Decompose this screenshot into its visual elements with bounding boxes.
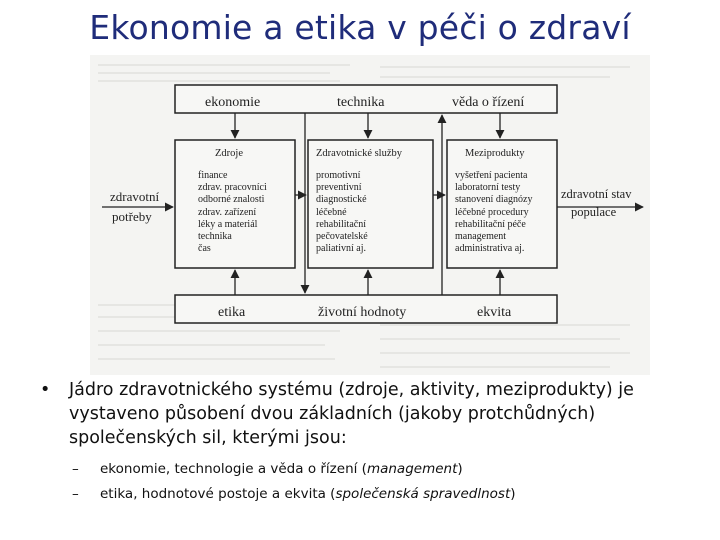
- zdroje-item: finance: [198, 170, 228, 181]
- sluzby-item: paliativní aj.: [316, 243, 366, 254]
- zdroje-item: čas: [198, 243, 211, 254]
- input-label-line2: potřeby: [112, 209, 152, 224]
- sluzby-item: rehabilitační: [316, 219, 366, 230]
- top-label-technika: technika: [337, 95, 385, 110]
- meziprodukty-item: administrativa aj.: [455, 243, 525, 254]
- dash-icon: –: [72, 461, 79, 477]
- sluzby-item: diagnostické: [316, 194, 367, 205]
- zdroje-item: technika: [198, 231, 232, 242]
- bullet-main-text: Jádro zdravotnického systému (zdroje, aktivity, meziprodukty) je vystaveno působení dvou základních (jakoby protchůdných) společenských sil, kterými jsou:: [69, 380, 634, 448]
- sub-bullet-2: [40, 483, 710, 506]
- sub-bullet-2-italic: společenská spravedlnost: [335, 486, 511, 502]
- sub-bullet-2-text: etika, hodnotové postoje a ekvita (: [100, 486, 336, 502]
- bullet-list: [40, 378, 710, 506]
- bullet-main-item: [40, 378, 710, 450]
- meziprodukty-item: vyšetření pacienta: [455, 170, 528, 181]
- bottom-label-ekvita: ekvita: [477, 305, 512, 320]
- zdroje-item: odborné znalosti: [198, 194, 265, 205]
- meziprodukty-item: management: [455, 231, 507, 242]
- output-label-line2: populace: [571, 205, 617, 219]
- sub-bullet-1-end: ): [457, 461, 463, 477]
- sluzby-item: pečovatelské: [316, 231, 368, 242]
- diagram-svg: [90, 55, 650, 375]
- bottom-label-etika: etika: [218, 305, 246, 320]
- zdroje-item: zdrav. pracovníci: [198, 182, 267, 193]
- top-label-veda: věda o řízení: [452, 95, 525, 110]
- zdroje-item: zdrav. zařízení: [198, 207, 257, 218]
- sluzby-item: preventivní: [316, 182, 362, 193]
- sub-bullet-1-italic: management: [366, 461, 458, 477]
- bottom-label-hodnoty: životní hodnoty: [318, 305, 407, 320]
- heading-zdroje: Zdroje: [215, 148, 243, 159]
- heading-meziprodukty: Meziprodukty: [465, 148, 525, 159]
- output-label-line1: zdravotní stav: [561, 187, 632, 201]
- meziprodukty-item: laboratorní testy: [455, 182, 521, 193]
- heading-sluzby: Zdravotnické služby: [316, 148, 403, 159]
- bullet-dot-icon: •: [40, 380, 51, 400]
- sluzby-item: promotivní: [316, 170, 361, 181]
- input-label-line1: zdravotní: [110, 189, 160, 204]
- meziprodukty-item: léčebné procedury: [455, 207, 529, 218]
- health-system-diagram: [90, 55, 650, 375]
- meziprodukty-item: rehabilitační péče: [455, 219, 526, 230]
- sluzby-item: léčebné: [316, 207, 347, 218]
- sub-bullet-2-end: ): [510, 486, 516, 502]
- meziprodukty-item: stanovení diagnózy: [455, 194, 533, 205]
- top-label-ekonomie: ekonomie: [205, 95, 261, 110]
- zdroje-item: léky a materiál: [198, 219, 258, 230]
- dash-icon: –: [72, 486, 79, 502]
- page-title: Ekonomie a etika v péči o zdraví: [89, 8, 631, 47]
- sub-bullet-1-text: ekonomie, technologie a věda o řízení (: [100, 461, 367, 477]
- sub-bullet-1: [40, 458, 710, 481]
